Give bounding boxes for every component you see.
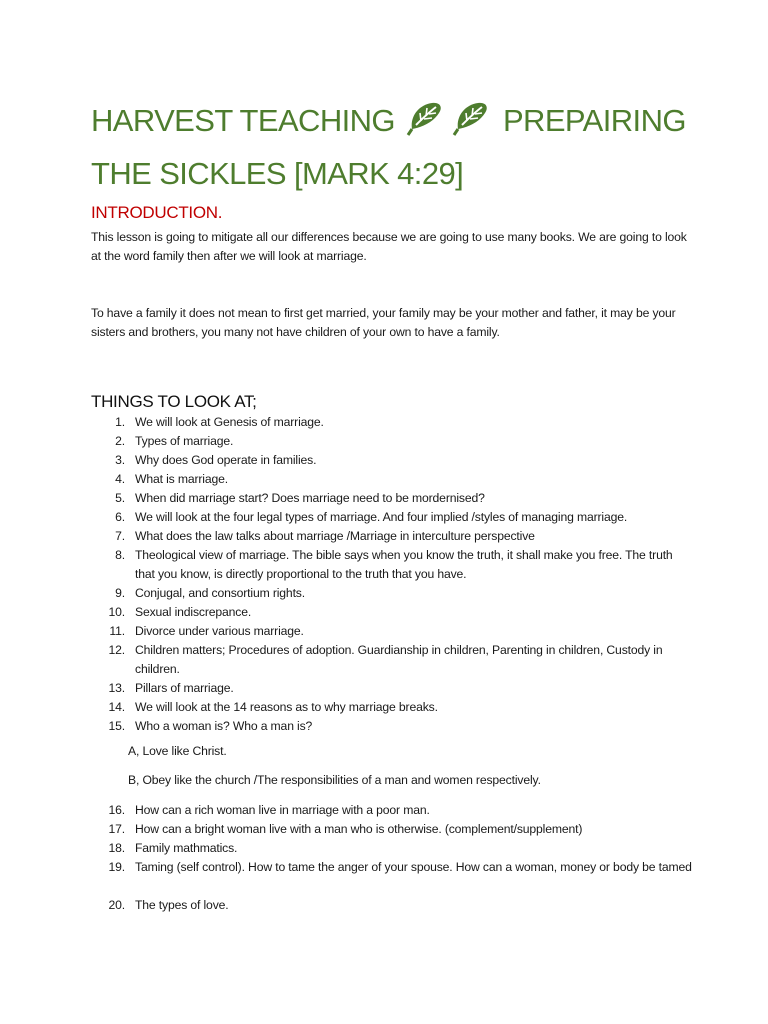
list-item-number: 18.: [108, 841, 125, 855]
intro-paragraph-1: This lesson is going to mitigate all our differences because we are going to use many books. We are going to look at the word family then after we will look at marriage.: [91, 230, 687, 263]
list-item-number: 2.: [115, 434, 125, 448]
things-heading: THINGS TO LOOK AT;: [91, 392, 257, 411]
title-part-3: THE SICKLES [MARK 4:29]: [91, 156, 464, 191]
sub-item-a: A, Love like Christ.: [128, 744, 227, 758]
list-item-number: 4.: [115, 472, 125, 486]
list-item-text: Who a woman is? Who a man is?: [135, 719, 313, 733]
list-item-text: Why does God operate in families.: [135, 453, 317, 467]
list-item-number: 14.: [108, 700, 125, 714]
list-item-number: 6.: [115, 510, 125, 524]
list-item-text: Conjugal, and consortium rights.: [135, 586, 305, 600]
leaf-icon: [452, 99, 492, 150]
list-item-number: 8.: [115, 548, 125, 562]
list-item-number: 12.: [108, 643, 125, 657]
list-item-text: Children matters; Procedures of adoption. Guardianship in children, Parenting in children, Custody in children.: [135, 643, 663, 676]
title-part-2: PREPAIRING: [502, 103, 686, 138]
list-item-text: When did marriage start? Does marriage need to be mordernised?: [135, 491, 485, 505]
list-item-number: 17.: [108, 822, 125, 836]
title-part-1: HARVEST TEACHING: [91, 103, 395, 138]
page-title: [91, 97, 711, 197]
list-item-text: Sexual indiscrepance.: [135, 605, 252, 619]
list-item-text: Theological view of marriage. The bible says when you know the truth, it shall make you free. The truth that you know, is directly proportional to the truth that you have.: [135, 548, 673, 581]
list-item-text: Pillars of marriage.: [135, 681, 234, 695]
list-item-number: 11.: [109, 624, 125, 638]
list-item-text: How can a bright woman live with a man who is otherwise. (complement/supplement): [135, 822, 583, 836]
list-item-text: Taming (self control). How to tame the anger of your spouse. How can a woman, money or body be tamed: [135, 860, 692, 874]
introduction-heading: INTRODUCTION.: [91, 203, 223, 222]
list-item-text: What is marriage.: [135, 472, 228, 486]
list-item-number: 3.: [115, 453, 125, 467]
intro-paragraph-2: To have a family it does not mean to first get married, your family may be your mother and father, it may be your sisters and brothers, you many not have children of your own to have a family.: [91, 306, 676, 339]
list-item-text: We will look at Genesis of marriage.: [135, 415, 324, 429]
leaf-icon: [406, 99, 446, 150]
list-item-number: 5.: [115, 491, 125, 505]
list-item-number: 16.: [108, 803, 125, 817]
list-item-number: 13.: [108, 681, 125, 695]
list-item-number: 1.: [115, 415, 125, 429]
sub-item-b: B, Obey like the church /The responsibilities of a man and women respectively.: [128, 773, 541, 787]
list-item-text: Types of marriage.: [135, 434, 234, 448]
list-item-text: What does the law talks about marriage /Marriage in interculture perspective: [135, 529, 535, 543]
list-item-number: 7.: [115, 529, 125, 543]
list-item-text: We will look at the 14 reasons as to why marriage breaks.: [135, 700, 438, 714]
list-item-number: 10.: [108, 605, 125, 619]
list-item-text: The types of love.: [135, 898, 229, 912]
list-item-text: Family mathmatics.: [135, 841, 238, 855]
list-item-text: Divorce under various marriage.: [135, 624, 304, 638]
list-item-number: 15.: [108, 719, 125, 733]
list-item-number: 19.: [108, 860, 125, 874]
list-item-number: 9.: [115, 586, 125, 600]
list-item-number: 20.: [108, 898, 125, 912]
list-item-text: How can a rich woman live in marriage with a poor man.: [135, 803, 430, 817]
list-item-text: We will look at the four legal types of marriage. And four implied /styles of managing marriage.: [135, 510, 628, 524]
